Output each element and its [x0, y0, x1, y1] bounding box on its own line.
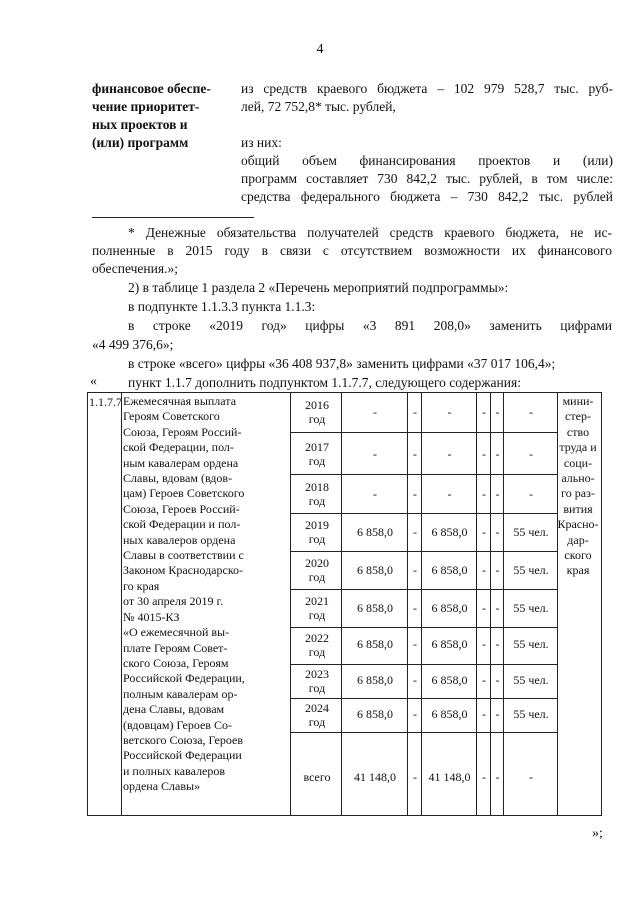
row-year — [292, 480, 342, 508]
cell-regional: - — [447, 487, 452, 501]
table-row-line — [290, 698, 557, 699]
responsible-line: ского — [564, 548, 592, 563]
item-name-line: (вдовцам) Героев Со- — [123, 717, 232, 732]
cell-other: - — [495, 487, 500, 501]
year-value: 2023 — [305, 667, 329, 681]
amendment-line: «4 499 376,6»; — [92, 337, 174, 352]
cell-federal: - — [413, 563, 417, 577]
cell-federal: - — [413, 405, 417, 419]
cell-local: - — [482, 525, 486, 539]
table-row-line — [290, 664, 557, 665]
cell-result: - — [529, 487, 533, 501]
cell-local: - — [482, 405, 486, 419]
cell-result: - — [529, 770, 533, 784]
cell-result: - — [529, 405, 533, 419]
item-name-line: Законом Краснодарско- — [123, 563, 244, 578]
item-name-line: Союза, Героям Россий- — [123, 424, 242, 439]
table-row-line — [290, 432, 557, 433]
cell-local: - — [482, 637, 486, 651]
page-number: 4 — [316, 42, 324, 57]
year-unit: год — [308, 412, 326, 426]
item-name-line: Славы в соответствии с — [123, 548, 244, 563]
item-name-line: ского Союза, Героям — [123, 655, 229, 670]
item-name-line: Российской Федерации — [123, 748, 242, 763]
item-name-line: дена Славы, вдовам — [123, 702, 225, 717]
cell-regional: 41 148,0 — [428, 770, 471, 784]
cell-federal: - — [413, 770, 417, 784]
item-name-line: «О ежемесячной вы- — [123, 625, 230, 640]
item-name-line: Славы, вдовам (вдов- — [123, 471, 233, 486]
cell-total: - — [373, 487, 377, 501]
table-row-line — [290, 589, 557, 590]
cell-local: - — [482, 563, 486, 577]
cell-regional: 6 858,0 — [431, 601, 468, 615]
section-label-line: чение приоритет- — [92, 99, 200, 114]
amendment-line: в подпункте 1.1.3.3 пункта 1.1.3: — [128, 299, 316, 314]
responsible-line: ство — [566, 424, 590, 439]
item-name-line: Ежемесячная выплата — [123, 394, 237, 408]
cell-result: 55 чел. — [513, 673, 549, 687]
table-row-line — [290, 474, 557, 475]
cell-other: - — [495, 707, 500, 721]
year-value: 2021 — [305, 594, 329, 608]
cell-regional: - — [447, 447, 452, 461]
amendment-line: в строке «2019 год» цифры «3 891 208,0» заменить цифрами — [128, 318, 612, 333]
cell-total: 41 148,0 — [354, 770, 396, 784]
row-year — [292, 631, 342, 659]
footnote — [92, 224, 612, 278]
quote-close: »; — [592, 826, 603, 841]
year-unit: год — [308, 681, 326, 695]
row-year — [292, 518, 342, 546]
cell-federal: - — [413, 447, 417, 461]
item-name-line: го края — [123, 578, 160, 593]
year-value: 2016 — [305, 398, 329, 412]
year-value: 2019 — [305, 518, 329, 532]
table-row-line — [290, 732, 557, 733]
section-label-line: ных проектов и — [92, 117, 188, 132]
responsible-line: стер- — [565, 409, 591, 424]
amendment-line: пункт 1.1.7 дополнить подпунктом 1.1.7.7, следующего содержания: — [128, 375, 521, 390]
year-unit: год — [308, 570, 326, 584]
table-col-line — [121, 392, 122, 816]
responsible-line: ально- — [561, 471, 595, 486]
cell-federal: - — [413, 601, 417, 615]
amendment-line: 2) в таблице 1 раздела 2 «Перечень мероприятий подпрограммы»: — [128, 280, 509, 295]
row-year — [292, 667, 342, 695]
cell-other: - — [495, 601, 500, 615]
cell-total: 6 858,0 — [357, 601, 393, 615]
row-year — [292, 556, 342, 584]
cell-total: 6 858,0 — [357, 637, 393, 651]
section-label-line: финансовое обеспе- — [92, 81, 211, 96]
amendment-line: в строке «всего» цифры «36 408 937,8» заменить цифрами «37 017 106,4»; — [128, 356, 556, 371]
item-name-line: Российской Федерации, — [123, 671, 245, 686]
responsible-line: труда и — [559, 440, 597, 455]
cell-other: - — [495, 405, 500, 419]
section-label — [92, 80, 242, 152]
cell-federal: - — [413, 637, 417, 651]
cell-total: 6 858,0 — [357, 673, 393, 687]
item-name-line: № 4015-КЗ — [123, 609, 180, 624]
cell-other: - — [495, 637, 500, 651]
cell-total: - — [373, 447, 377, 461]
table-row-line — [290, 513, 557, 514]
cell-local: - — [482, 707, 486, 721]
responsible-line: мини- — [562, 394, 594, 408]
cell-other: - — [495, 563, 500, 577]
cell-local: - — [482, 601, 486, 615]
table-row-line — [290, 627, 557, 628]
row-total-label: всего — [303, 770, 331, 784]
amendment-text — [92, 278, 612, 392]
item-name-line: ных кавалеров ордена — [123, 532, 236, 547]
section-text — [241, 80, 613, 206]
cell-total: 6 858,0 — [357, 563, 393, 577]
cell-other: - — [495, 525, 500, 539]
footnote-line: * Денежные обязательства получателей средств краевого бюджета, не ис- — [128, 225, 612, 240]
item-name-line: плате Героям Совет- — [123, 640, 228, 655]
year-value: 2022 — [305, 631, 329, 645]
year-unit: год — [308, 715, 326, 729]
row-year — [292, 701, 342, 729]
item-name-line: от 30 апреля 2019 г. — [123, 594, 224, 609]
cell-result: 55 чел. — [513, 525, 549, 539]
cell-total: - — [373, 405, 377, 419]
item-number: 1.1.7.7 — [89, 395, 122, 409]
item-name-line: полным кавалерам ор- — [123, 686, 238, 701]
cell-result: - — [529, 447, 533, 461]
item-name-line: цам) Героев Советского — [123, 486, 245, 501]
table-row-line — [290, 551, 557, 552]
year-value: 2017 — [305, 440, 329, 454]
footnote-line: обеспечения.»; — [92, 261, 178, 276]
year-unit: год — [308, 532, 326, 546]
table-col-line — [290, 392, 291, 816]
responsible-line: вития — [563, 501, 593, 516]
cell-other: - — [495, 673, 500, 687]
cell-regional: 6 858,0 — [431, 637, 468, 651]
item-name-line: ным кавалерам ордена — [123, 455, 239, 470]
responsible-line: го раз- — [561, 486, 595, 501]
section-text-line: программ составляет 730 842,2 тыс. рублей, в том числе: — [241, 171, 613, 186]
cell-result: 55 чел. — [513, 707, 549, 721]
item-name-line: ветского Союза, Героев — [123, 732, 244, 747]
responsible-line: Красно- — [557, 517, 599, 532]
cell-regional: - — [447, 405, 452, 419]
year-unit: год — [308, 454, 326, 468]
row-year — [292, 594, 342, 622]
cell-other: - — [495, 447, 500, 461]
cell-federal: - — [413, 525, 417, 539]
year-value: 2024 — [305, 701, 329, 715]
cell-result: 55 чел. — [513, 601, 549, 615]
cell-total: 6 858,0 — [357, 525, 393, 539]
cell-federal: - — [413, 487, 417, 501]
year-unit: год — [308, 608, 326, 622]
cell-regional: 6 858,0 — [431, 673, 468, 687]
item-name-line: ской Федерации и пол- — [123, 517, 241, 532]
cell-local: - — [482, 673, 486, 687]
measures-table — [87, 392, 602, 816]
year-unit: год — [308, 645, 326, 659]
row-year — [292, 398, 342, 426]
year-value: 2020 — [305, 556, 329, 570]
section-text-blank — [241, 116, 613, 134]
item-name — [123, 394, 271, 795]
year-value: 2018 — [305, 480, 329, 494]
section-text-line: из них: — [241, 135, 282, 150]
section-label-line: (или) программ — [92, 135, 189, 150]
cell-regional: 6 858,0 — [431, 563, 468, 577]
cell-federal: - — [413, 707, 417, 721]
cell-total: 6 858,0 — [357, 707, 393, 721]
item-name-line: ордена Славы» — [123, 779, 201, 794]
item-name-line: Героям Советского — [123, 409, 220, 424]
footnote-divider — [92, 217, 254, 218]
section-text-line: из средств краевого бюджета – 102 979 528,7 тыс. руб- — [241, 81, 613, 96]
quote-open: « — [90, 374, 97, 389]
cell-regional: 6 858,0 — [431, 525, 468, 539]
cell-local: - — [482, 447, 486, 461]
responsible-party — [555, 394, 601, 579]
cell-local: - — [482, 770, 486, 784]
cell-result: 55 чел. — [513, 637, 549, 651]
year-unit: год — [308, 494, 326, 508]
cell-regional: 6 858,0 — [431, 707, 468, 721]
section-text-line: лей, 72 752,8* тыс. рублей, — [241, 99, 396, 114]
cell-other: - — [495, 770, 500, 784]
cell-federal: - — [413, 673, 417, 687]
responsible-line: края — [566, 563, 590, 578]
item-name-line: и полных кавалеров — [123, 763, 226, 778]
item-name-line: ской Федерации, пол- — [123, 440, 234, 455]
cell-local: - — [482, 487, 486, 501]
item-name-line: Союза, Героев Россий- — [123, 501, 240, 516]
cell-result: 55 чел. — [513, 563, 549, 577]
footnote-line: полненные в 2015 году в связи с отсутствием возможности их финансового — [92, 243, 612, 258]
section-text-line: общий объем финансирования проектов и (или) — [241, 153, 613, 168]
section-text-line: средства федерального бюджета – 730 842,2 тыс. рублей — [241, 189, 613, 204]
responsible-line: соци- — [563, 455, 593, 470]
responsible-line: дар- — [567, 532, 589, 547]
row-year — [292, 440, 342, 468]
